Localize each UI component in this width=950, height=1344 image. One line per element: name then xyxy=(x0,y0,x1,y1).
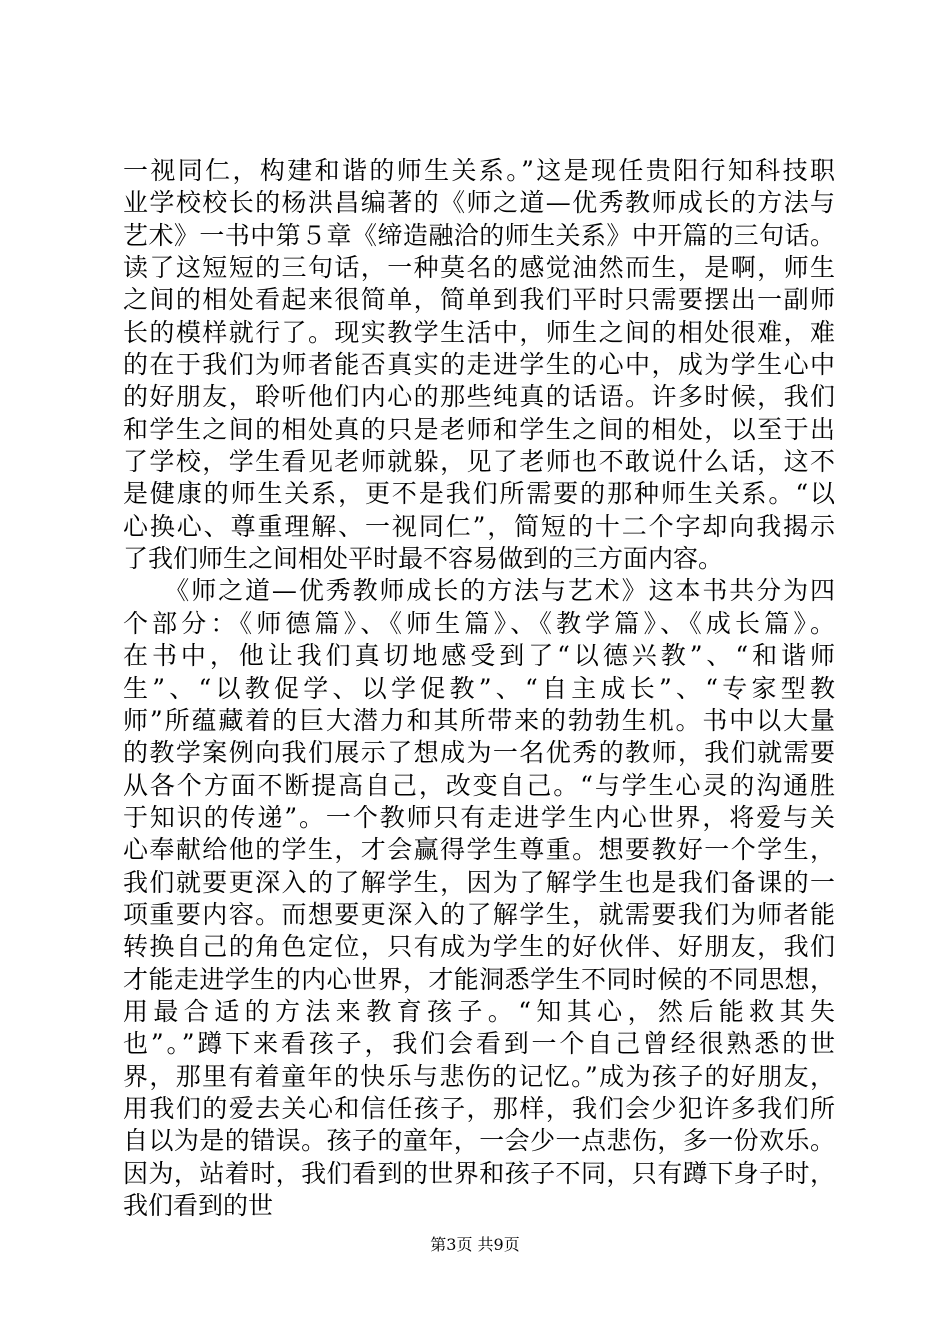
text-line: 界，那里有着童年的快乐与悲伤的记忆。”成为孩子的好朋友， xyxy=(123,1061,835,1091)
text-line: 的好朋友，聆听他们内心的那些纯真的话语。许多时候，我们 xyxy=(123,382,835,412)
text-line: 读了这短短的三句话，一种莫名的感觉油然而生，是啊，师生 xyxy=(123,253,835,283)
text-line: 自以为是的错误。孩子的童年，一会少一点悲伤，多一份欢乐。 xyxy=(123,1126,835,1156)
text-line: 项重要内容。而想要更深入的了解学生，就需要我们为师者能 xyxy=(123,899,835,929)
text-line: 于知识的传递”。一个教师只有走进学生内心世界，将爱与关 xyxy=(123,802,835,832)
page-number-footer: 第3页 共9页 xyxy=(430,1235,520,1254)
text-line: 也”。”蹲下来看孩子，我们会看到一个自己曾经很熟悉的世 xyxy=(123,1029,835,1059)
text-line: 我们看到的世 xyxy=(123,1191,274,1220)
text-line: 因为，站着时，我们看到的世界和孩子不同，只有蹲下身子时， xyxy=(123,1158,835,1188)
text-line: 从各个方面不断提高自己，改变自己。“与学生心灵的沟通胜 xyxy=(123,770,835,800)
text-line: 用我们的爱去关心和信任孩子，那样，我们会少犯许多我们所 xyxy=(123,1093,835,1123)
text-line: 是健康的师生关系，更不是我们所需要的那种师生关系。“以 xyxy=(123,479,835,509)
text-line: 了我们师生之间相处平时最不容易做到的三方面内容。 xyxy=(123,544,724,574)
text-line: 之间的相处看起来很简单，简单到我们平时只需要摆出一副师 xyxy=(123,285,835,315)
text-line: 个部分：《师德篇》、《师生篇》、《教学篇》、《成长篇》。 xyxy=(123,608,835,638)
text-line: 业学校校长的杨洪昌编著的《师之道—优秀教师成长的方法与 xyxy=(123,188,835,218)
text-line: 生”、“以教促学、以学促教”、“自主成长”、“专家型教 xyxy=(123,673,835,703)
text-line: 了学校，学生看见老师就躲，见了老师也不敢说什么话，这不 xyxy=(123,447,835,477)
text-line: 在书中，他让我们真切地感受到了“以德兴教”、“和谐师 xyxy=(123,641,835,671)
text-line: 的在于我们为师者能否真实的走进学生的心中，成为学生心中 xyxy=(123,350,835,380)
body-text xyxy=(123,155,835,1222)
text-line: 和学生之间的相处真的只是老师和学生之间的相处，以至于出 xyxy=(123,414,835,444)
text-line: 转换自己的角色定位，只有成为学生的好伙伴、好朋友，我们 xyxy=(123,932,835,962)
text-line: 我们就要更深入的了解学生，因为了解学生也是我们备课的一 xyxy=(123,867,835,897)
text-line: 才能走进学生的内心世界，才能洞悉学生不同时候的不同思想， xyxy=(123,964,835,994)
text-line: 用最合适的方法来教育孩子。“知其心，然后能救其失 xyxy=(123,996,835,1026)
text-line: 长的模样就行了。现实教学生活中，师生之间的相处很难，难 xyxy=(123,317,835,347)
text-line: 的教学案例向我们展示了想成为一名优秀的教师，我们就需要 xyxy=(123,738,835,768)
text-line: 心换心、尊重理解、一视同仁”，简短的十二个字却向我揭示 xyxy=(123,511,835,541)
text-line: 心奉献给他的学生，才会赢得学生尊重。想要教好一个学生， xyxy=(123,835,835,865)
text-line: 艺术》一书中第５章《缔造融洽的师生关系》中开篇的三句话。 xyxy=(123,220,835,250)
text-line: 《师之道—优秀教师成长的方法与艺术》这本书共分为四 xyxy=(123,576,835,606)
text-line: 一视同仁，构建和谐的师生关系。”这是现任贵阳行知科技职 xyxy=(123,156,835,185)
text-line: 师”所蕴藏着的巨大潜力和其所带来的勃勃生机。书中以大量 xyxy=(123,705,835,735)
